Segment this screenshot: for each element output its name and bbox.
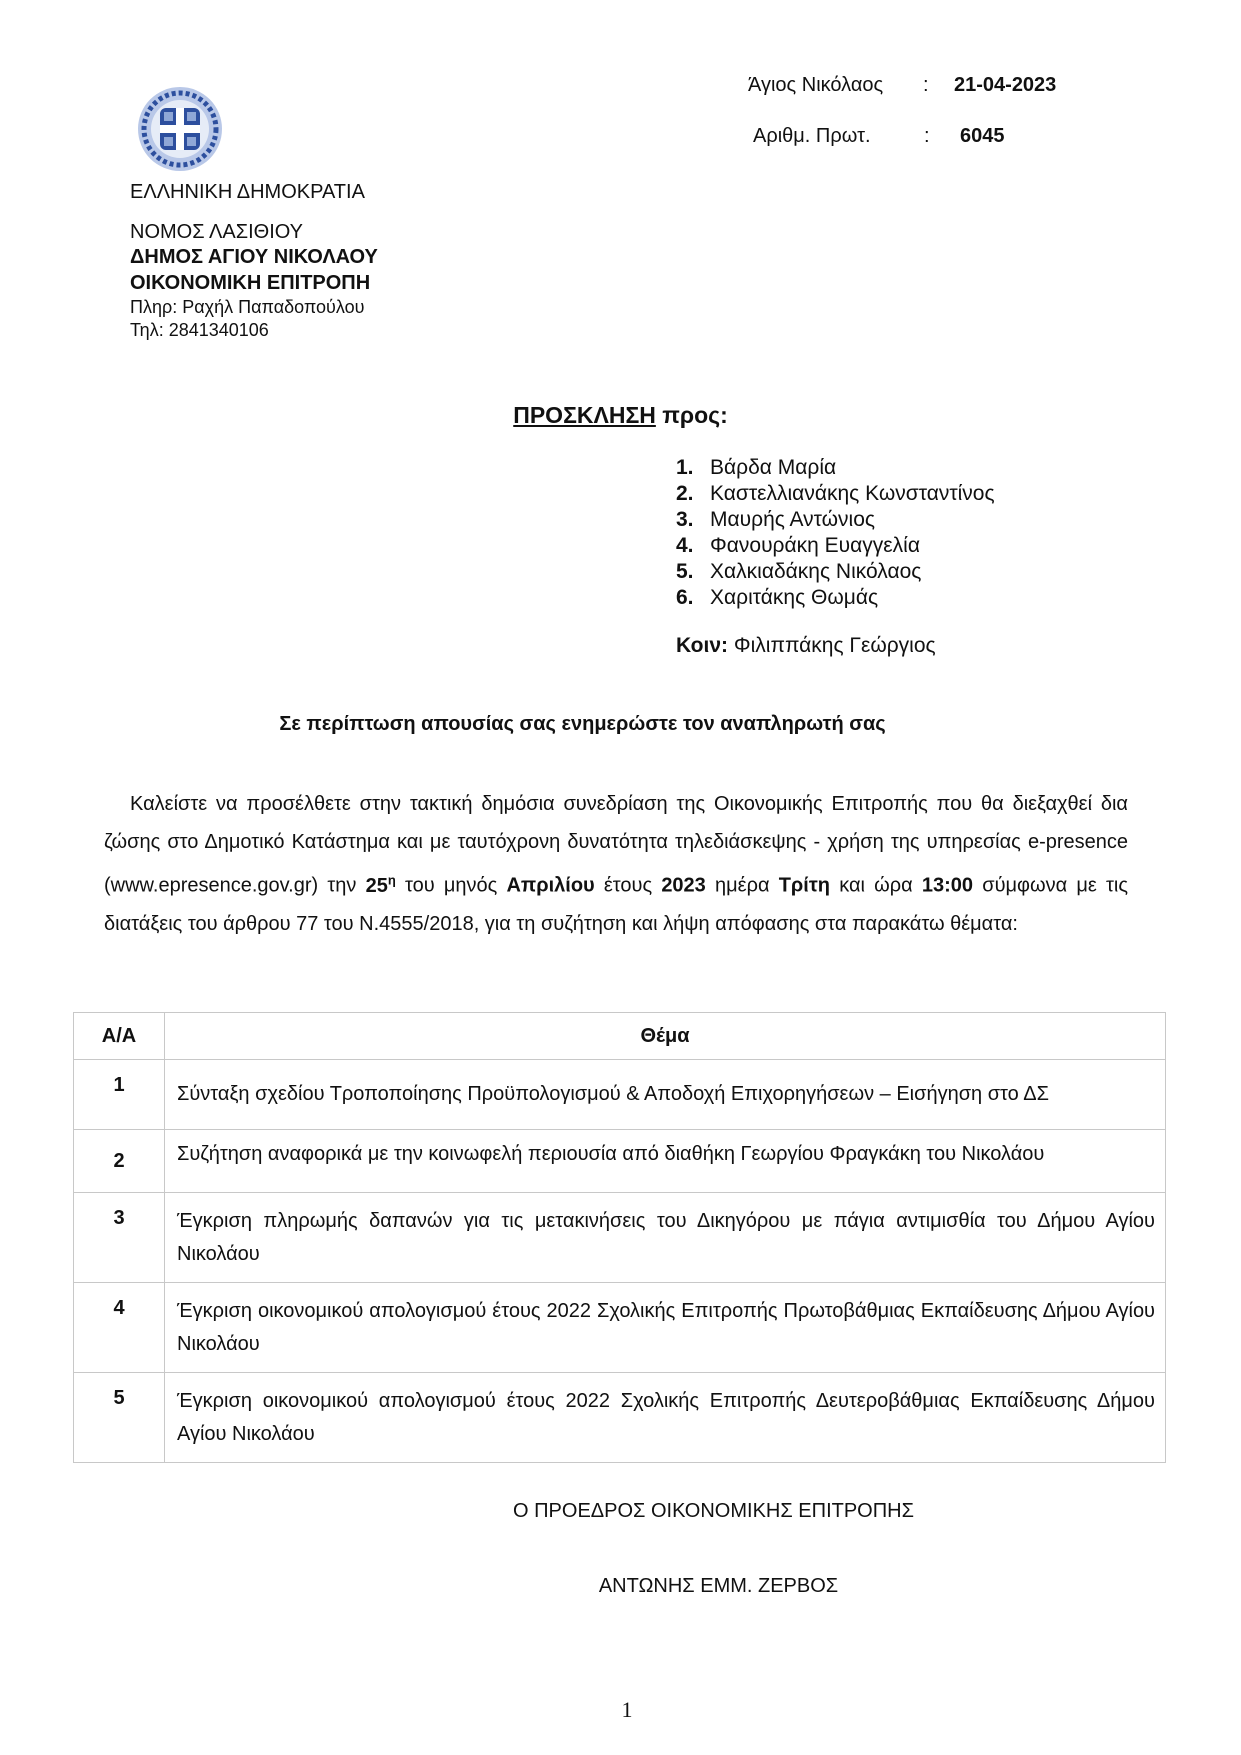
cc-name: Φιλιππάκης Γεώργιος xyxy=(728,634,936,657)
title-to: προς: xyxy=(655,402,728,428)
table-row xyxy=(74,1130,1166,1193)
list-item xyxy=(676,585,995,611)
row-number: 4 xyxy=(74,1283,165,1373)
table-row xyxy=(74,1373,1166,1463)
list-item xyxy=(676,533,995,559)
page-title xyxy=(0,402,1241,429)
table-row xyxy=(74,1193,1166,1283)
country-name: ΕΛΛΗΝΙΚΗ ΔΗΜΟΚΡΑΤΙΑ xyxy=(130,181,365,203)
committee-name: ΟΙΚΟΝΟΜΙΚΗ ΕΠΙΤΡΟΠΗ xyxy=(130,272,371,294)
table-row xyxy=(74,1283,1166,1373)
row-number: 3 xyxy=(74,1193,165,1283)
recipient-name: Καστελλιανάκης Κωνσταντίνος xyxy=(710,482,995,505)
recipient-number: 6. xyxy=(676,586,694,609)
cc-label: Κοιν: xyxy=(676,634,729,657)
row-number: 1 xyxy=(74,1060,165,1130)
recipient-name: Μαυρής Αντώνιος xyxy=(710,508,876,531)
body-text-2: του μηνός xyxy=(395,874,507,897)
table-header-row xyxy=(74,1013,1166,1060)
body-text-5: και ώρα xyxy=(830,874,922,897)
recipient-name: Χαριτάκης Θωμάς xyxy=(710,586,879,609)
day-suffix: η xyxy=(387,872,396,887)
row-subject: Έγκριση πληρωμής δαπανών για τις μετακινήσεις του Δικηγόρου με πάγια αντιμισθία του Δήμου Αγίου Νικολάου xyxy=(165,1193,1166,1283)
body-text-6: σύμφωνα με τις διατάξεις του άρθρου 77 του Ν.4555/2018, για τη συζήτηση και λήψη απόφασης στα παρακάτω θέματα: xyxy=(104,874,1128,935)
row-subject: Έγκριση οικονομικού απολογισμού έτους 2022 Σχολικής Επιτροπής Δευτεροβάθμιας Εκπαίδευσης Δήμου Αγίου Νικολάου xyxy=(165,1373,1166,1463)
recipient-number: 5. xyxy=(676,560,694,583)
recipient-name: Βάρδα Μαρία xyxy=(710,456,837,479)
meeting-month: Απριλίου xyxy=(506,874,595,897)
row-subject: Έγκριση οικονομικού απολογισμού έτους 2022 Σχολικής Επιτροπής Πρωτοβάθμιας Εκπαίδευσης Δήμου Αγίου Νικολάου xyxy=(165,1283,1166,1373)
agenda-table xyxy=(73,1012,1166,1463)
list-item xyxy=(676,507,995,533)
protocol-separator: : xyxy=(924,125,930,147)
recipient-name: Φανουράκη Ευαγγελία xyxy=(710,534,920,557)
body-text-4: ημέρα xyxy=(705,874,779,897)
meeting-time: 13:00 xyxy=(921,874,974,897)
protocol-label: Αριθμ. Πρωτ. xyxy=(753,125,871,147)
cc-line xyxy=(676,634,936,658)
contact-person: Πληρ: Ραχήλ Παπαδοπούλου xyxy=(130,297,365,317)
list-item xyxy=(676,559,995,585)
recipient-list xyxy=(676,455,995,611)
recipient-number: 1. xyxy=(676,456,694,479)
column-header-subject: Θέμα xyxy=(165,1013,1166,1060)
column-header-aa: Α/Α xyxy=(74,1013,165,1060)
body-paragraph xyxy=(104,785,1128,943)
document-date: 21-04-2023 xyxy=(954,74,1057,96)
protocol-number: 6045 xyxy=(960,125,1005,147)
list-item xyxy=(676,481,995,507)
recipient-name: Χαλκιαδάκης Νικόλαος xyxy=(710,560,922,583)
list-item xyxy=(676,455,995,481)
contact-phone: Τηλ: 2841340106 xyxy=(130,320,269,340)
absence-notice: Σε περίπτωση απουσίας σας ενημερώστε τον αναπληρωτή σας xyxy=(279,713,886,735)
table-row xyxy=(74,1060,1166,1130)
recipient-number: 3. xyxy=(676,508,694,531)
body-text-3: έτους xyxy=(594,874,662,897)
recipient-number: 4. xyxy=(676,534,694,557)
municipality-name: ΔΗΜΟΣ ΑΓΙΟΥ ΝΙΚΟΛΑΟΥ xyxy=(130,246,378,268)
row-number: 2 xyxy=(74,1130,165,1193)
title-invitation: ΠΡΟΣΚΛΗΣΗ xyxy=(513,402,656,428)
signature-name: ΑΝΤΩΝΗΣ ΕΜΜ. ΖΕΡΒΟΣ xyxy=(598,1575,839,1597)
meeting-year: 2023 xyxy=(661,874,706,897)
place-label: Άγιος Νικόλαος xyxy=(748,74,884,96)
place-separator: : xyxy=(923,74,929,96)
recipient-number: 2. xyxy=(676,482,694,505)
signature-role: Ο ΠΡΟΕΔΡΟΣ ΟΙΚΟΝΟΜΙΚΗΣ ΕΠΙΤΡΟΠΗΣ xyxy=(513,1500,914,1522)
row-subject: Σύνταξη σχεδίου Τροποποίησης Προϋπολογισμού & Αποδοχή Επιχορηγήσεων – Εισήγηση στο ΔΣ xyxy=(165,1060,1166,1130)
prefecture-name: ΝΟΜΟΣ ΛΑΣΙΘΙΟΥ xyxy=(130,221,304,243)
page-number: 1 xyxy=(621,1697,633,1722)
row-subject: Συζήτηση αναφορικά με την κοινωφελή περιουσία από διαθήκη Γεωργίου Φραγκάκη του Νικολάου xyxy=(165,1130,1166,1193)
row-number: 5 xyxy=(74,1373,165,1463)
meeting-day: $25^\eta$ xyxy=(365,872,396,897)
meeting-weekday: Τρίτη xyxy=(778,874,830,897)
greek-coat-of-arms-icon xyxy=(135,84,225,174)
body-text-1: Καλείστε να προσέλθετε στην τακτική δημόσια συνεδρίαση της Οικονομικής Επιτροπής που θα διεξαχθεί δια ζώσης στο Δημοτικό Κατάστημα και με ταυτόχρονη δυνατότητα τηλεδιάσκεψης - χρήση της υπηρεσίας e-presence (www.epresence.gov.gr) την xyxy=(104,793,1128,897)
